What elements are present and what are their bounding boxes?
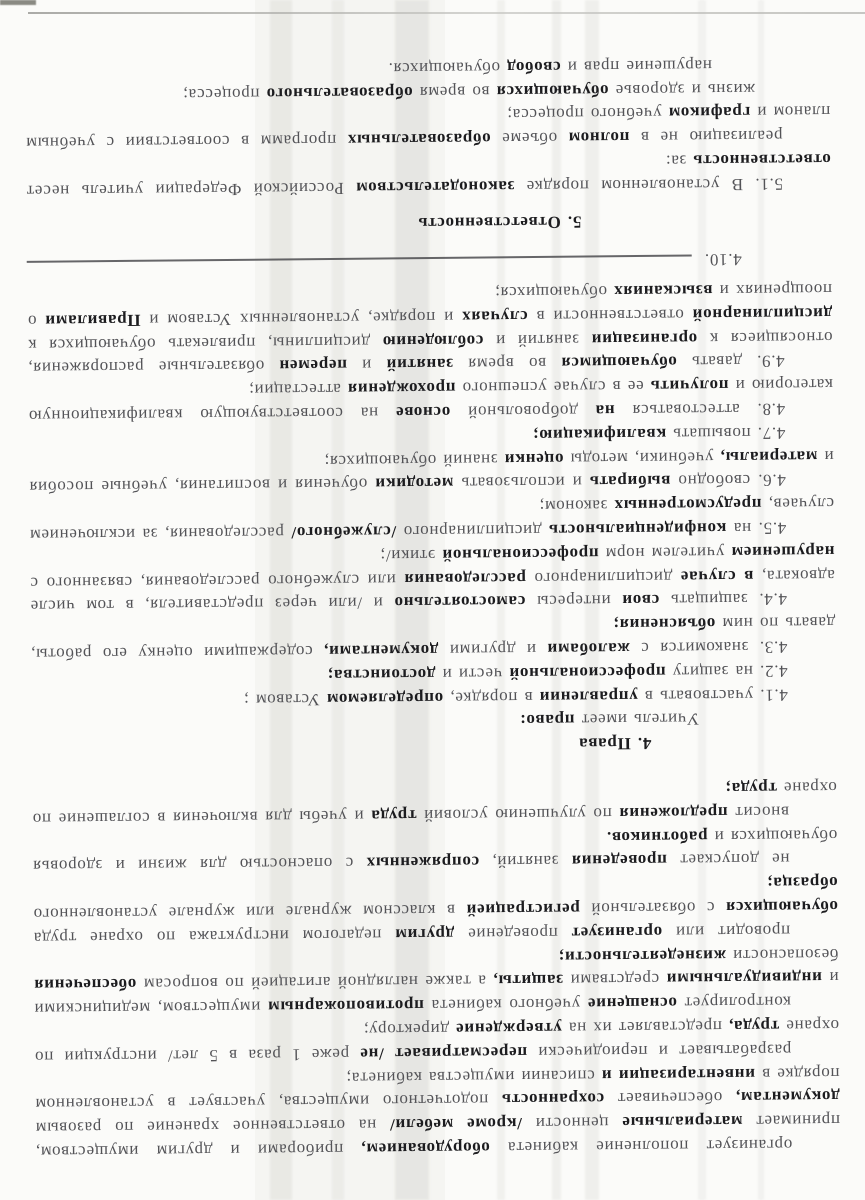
text-segment: материальные — [621, 1112, 743, 1133]
text-segment: 5. Ответственность — [417, 212, 582, 233]
text-segment: обеспечивает — [604, 1088, 736, 1109]
text-segment: не допускает — [666, 850, 790, 871]
document-text — [25, 52, 841, 1164]
text-segment: на — [594, 401, 615, 421]
text-segment: документам, — [735, 1087, 840, 1108]
text-segment: сопряженных — [365, 853, 480, 874]
text-segment: 4.9. давать — [676, 352, 785, 373]
text-segment: предложения — [618, 803, 728, 824]
text-segment: средствами — [562, 970, 667, 991]
text-segment: а также наглядной агитацией по вопросам — [136, 971, 493, 995]
text-segment: квалификацию; — [532, 424, 667, 445]
text-segment: в порядке, — [443, 687, 540, 708]
text-segment: во время — [452, 354, 561, 375]
text-segment: методики — [374, 474, 454, 495]
blank-ruled-line — [27, 255, 693, 282]
right-4-8 — [28, 373, 833, 428]
right-4-9 — [27, 277, 833, 380]
text-segment: имуществом, медицинскими и — [33, 968, 839, 1020]
text-segment: и другими — [438, 639, 547, 661]
text-segment: процесса; — [182, 84, 267, 104]
text-segment: учебного процесса; — [506, 104, 669, 125]
text-segment: труда, — [728, 1016, 780, 1037]
text-segment: обучающихся. — [387, 58, 507, 79]
text-segment: взысканиях — [613, 281, 713, 302]
text-segment: пересматривает /не — [359, 1042, 528, 1064]
right-4-5 — [29, 492, 834, 547]
text-segment: списании имущества кабинета; — [345, 1066, 602, 1088]
text-segment: свобод — [506, 57, 561, 77]
text-segment: 4.4. защищать — [659, 590, 788, 611]
text-segment: знаний обучающихся; — [323, 449, 505, 471]
duty-safety-instructions — [34, 1013, 839, 1068]
right-4-10-blank — [27, 247, 832, 283]
text-segment: добровольной — [450, 401, 596, 422]
text-segment: профессиональной — [508, 662, 666, 684]
text-segment: жалобами — [546, 639, 630, 659]
text-segment: предусмотренных — [613, 495, 762, 516]
text-segment: утверждение — [455, 1018, 562, 1039]
text-segment: чести и — [435, 664, 509, 684]
text-segment: организует пополнение кабинета — [489, 1135, 793, 1158]
text-segment: труда; — [724, 778, 777, 799]
text-segment: дисциплинарного — [396, 520, 549, 542]
text-segment: о поощрениях и — [27, 280, 833, 331]
duty-cabinet-equipment — [34, 1061, 840, 1164]
text-segment: объяснения; — [612, 614, 716, 635]
text-segment: занятий — [385, 355, 454, 375]
text-segment: 5.1. В установленном порядке — [514, 174, 784, 196]
text-segment: во время — [412, 81, 497, 102]
text-segment: 4. Права — [578, 734, 652, 754]
text-segment: индивидуальными — [665, 968, 823, 990]
text-segment: оснащение — [587, 993, 678, 1014]
text-segment: безопасности — [725, 944, 839, 965]
text-segment: противопожарным — [267, 996, 425, 1017]
text-segment: оборудованием, — [360, 1138, 490, 1159]
text-segment: 4.6. свободно — [670, 471, 786, 492]
text-segment: сохранность — [501, 1089, 605, 1110]
text-segment: прохождения — [347, 379, 456, 400]
text-segment: дисциплинарной — [691, 304, 833, 325]
text-segment: документами, — [323, 641, 439, 662]
text-segment: Правилами — [44, 310, 141, 331]
text-segment: законодательством — [355, 176, 515, 198]
text-segment: по улучшению условий — [416, 804, 619, 826]
text-segment: за: — [665, 151, 693, 171]
text-segment: реализацию не в — [629, 126, 783, 148]
text-segment: ценности — [521, 1113, 622, 1134]
text-segment: проведения — [571, 851, 668, 872]
text-segment: инвентаризации и — [601, 1064, 756, 1086]
text-segment: графиком — [668, 103, 751, 124]
text-segment: учебники, методы — [563, 447, 721, 469]
right-4-6 — [29, 444, 834, 499]
duty-cabinet-safety-equipment — [33, 942, 839, 1021]
text-segment: образовательных — [347, 129, 491, 150]
text-segment: на ответственное хранение по разовым — [34, 1115, 390, 1139]
text-segment: и использовать — [453, 472, 590, 494]
text-segment: ответственность — [692, 150, 831, 171]
duty-safety-briefing — [33, 871, 839, 950]
text-segment: оценки — [503, 449, 564, 469]
text-segment: содержащими оценку его работы, давать по ним — [30, 613, 836, 664]
text-segment: жизнедеятельности; — [557, 945, 727, 967]
text-segment: определяемом — [326, 688, 444, 709]
duty-work-conditions-proposals — [32, 775, 837, 830]
text-segment: нарушением — [730, 542, 835, 563]
text-segment: обучающимся — [560, 353, 677, 374]
text-segment: основе — [395, 402, 451, 423]
text-segment: 4.1. участвовать в — [637, 685, 789, 706]
text-segment: занятий и — [483, 330, 592, 351]
text-segment: полном — [567, 128, 630, 148]
text-segment: управлении — [539, 686, 638, 707]
text-segment: в случае — [680, 566, 754, 587]
text-segment: приборами и другим имуществом, принимает — [35, 1111, 841, 1162]
text-segment: ее в случае успешного — [455, 377, 651, 399]
text-segment: и порядке, установленных Уставом и — [140, 307, 462, 330]
text-segment: с опасностью для жизни и здоровья обучающихся и — [32, 825, 838, 877]
text-segment: и — [346, 355, 387, 376]
text-segment: аттестации; — [248, 380, 348, 401]
text-segment: достоинства; — [326, 664, 436, 685]
clause-5-1 — [26, 147, 831, 202]
text-segment: /служебного/ — [290, 522, 397, 543]
text-segment: расследования, за исключением случаев, — [29, 494, 835, 545]
text-segment: конфиденциальность — [548, 519, 727, 540]
text-segment: обязательные распоряжения, относящиеся к — [27, 327, 833, 379]
text-segment: случаях — [461, 306, 528, 327]
text-segment: материалы, — [719, 446, 818, 467]
duty-no-dangerous-classes — [32, 823, 837, 878]
text-segment: нарушение прав и — [560, 56, 712, 77]
text-segment: труда — [370, 806, 417, 826]
text-segment: обучающихся — [725, 897, 839, 918]
text-segment: этики/; — [379, 545, 442, 566]
text-segment: организации — [590, 329, 698, 350]
text-segment: получить — [649, 376, 729, 397]
text-segment: Российской Федерации учитель несет — [25, 178, 356, 201]
text-segment: обучения и воспитания, учебные пособия и — [28, 446, 834, 498]
text-segment: вносит — [727, 802, 790, 823]
text-segment: свои — [621, 591, 660, 611]
text-segment: в классном журнале или журнале установленного — [32, 900, 467, 924]
text-segment: или служебного расследования, связанного с — [29, 569, 404, 593]
text-segment: директору; — [363, 1019, 456, 1040]
text-segment: расследования — [403, 568, 526, 589]
text-segment: соблюдению — [381, 331, 484, 352]
text-segment: 4.7. повышать — [666, 423, 786, 444]
text-segment: дисциплинарного — [525, 567, 681, 588]
text-segment: законом; — [538, 496, 614, 517]
text-segment: представляет их на — [561, 1017, 729, 1038]
right-4-4 — [29, 539, 835, 618]
text-segment: обеспечения — [33, 975, 137, 996]
text-segment: проведение — [454, 923, 572, 944]
text-segment: профессиональной — [441, 544, 599, 565]
text-segment: /кроме мебели/ — [389, 1114, 523, 1135]
text-segment: педагогом инструктажа по охране труда — [33, 925, 395, 948]
text-segment: работников. — [606, 827, 708, 847]
text-segment: обучающихся; — [494, 282, 614, 303]
text-segment: подотчетного имущества, участвует в установленном порядке в — [34, 1063, 840, 1115]
text-segment: и учебы для включения в соглашение по охране — [31, 778, 837, 829]
text-segment: перемен — [278, 356, 348, 376]
text-segment: Уставом ; — [243, 689, 327, 710]
text-segment: 4.8. аттестоваться — [614, 399, 786, 421]
text-segment: учителем норм — [598, 543, 732, 564]
text-segment: 4.5. на — [726, 518, 787, 539]
text-segment: организует — [570, 922, 663, 943]
text-segment: другим — [394, 924, 455, 945]
text-segment: регистрацией — [465, 899, 580, 920]
text-segment: 4.10. — [704, 250, 742, 270]
text-segment: 4.3. знакомится с — [629, 637, 788, 659]
text-segment: объеме — [490, 128, 569, 149]
text-segment: ответственности в — [527, 305, 693, 326]
right-4-3 — [30, 611, 835, 666]
text-segment: интересы — [525, 591, 622, 612]
text-segment: учебного кабинета — [423, 994, 588, 1016]
text-segment: реже 1 раза в 5 лет/ инструкции по охране — [34, 1016, 840, 1067]
text-segment: обучающихся — [495, 80, 609, 101]
liability-programs — [25, 100, 830, 155]
text-segment: контролирует — [676, 992, 791, 1013]
text-segment: дисциплины, привлекать обучающихся к — [27, 332, 383, 355]
text-segment: право: — [519, 711, 575, 731]
text-segment: занятий, — [479, 852, 572, 873]
text-segment: разрабатывает и периодически — [527, 1040, 792, 1062]
text-segment: защиты, — [492, 971, 564, 991]
text-segment: самостоятельно — [393, 592, 526, 613]
section-5-heading — [26, 209, 581, 238]
text-segment: выбирать — [589, 472, 671, 492]
text-segment: и /или через представителя, в том числе адвоката, — [29, 565, 835, 617]
text-segment: 4.2. на защиту — [665, 661, 788, 682]
text-segment: проводит или — [662, 921, 791, 942]
text-segment: Учитель имеет — [574, 709, 700, 731]
text-segment: образца; — [766, 873, 838, 894]
text-segment: жизнь и здоровье — [608, 79, 756, 100]
text-segment: программ в соответствии с учебным планом и — [25, 102, 831, 154]
text-segment: на соответствующую квалификационную категорию и — [28, 375, 834, 426]
text-segment: образовательного — [265, 82, 413, 104]
text-segment: с обязательной — [579, 898, 726, 919]
